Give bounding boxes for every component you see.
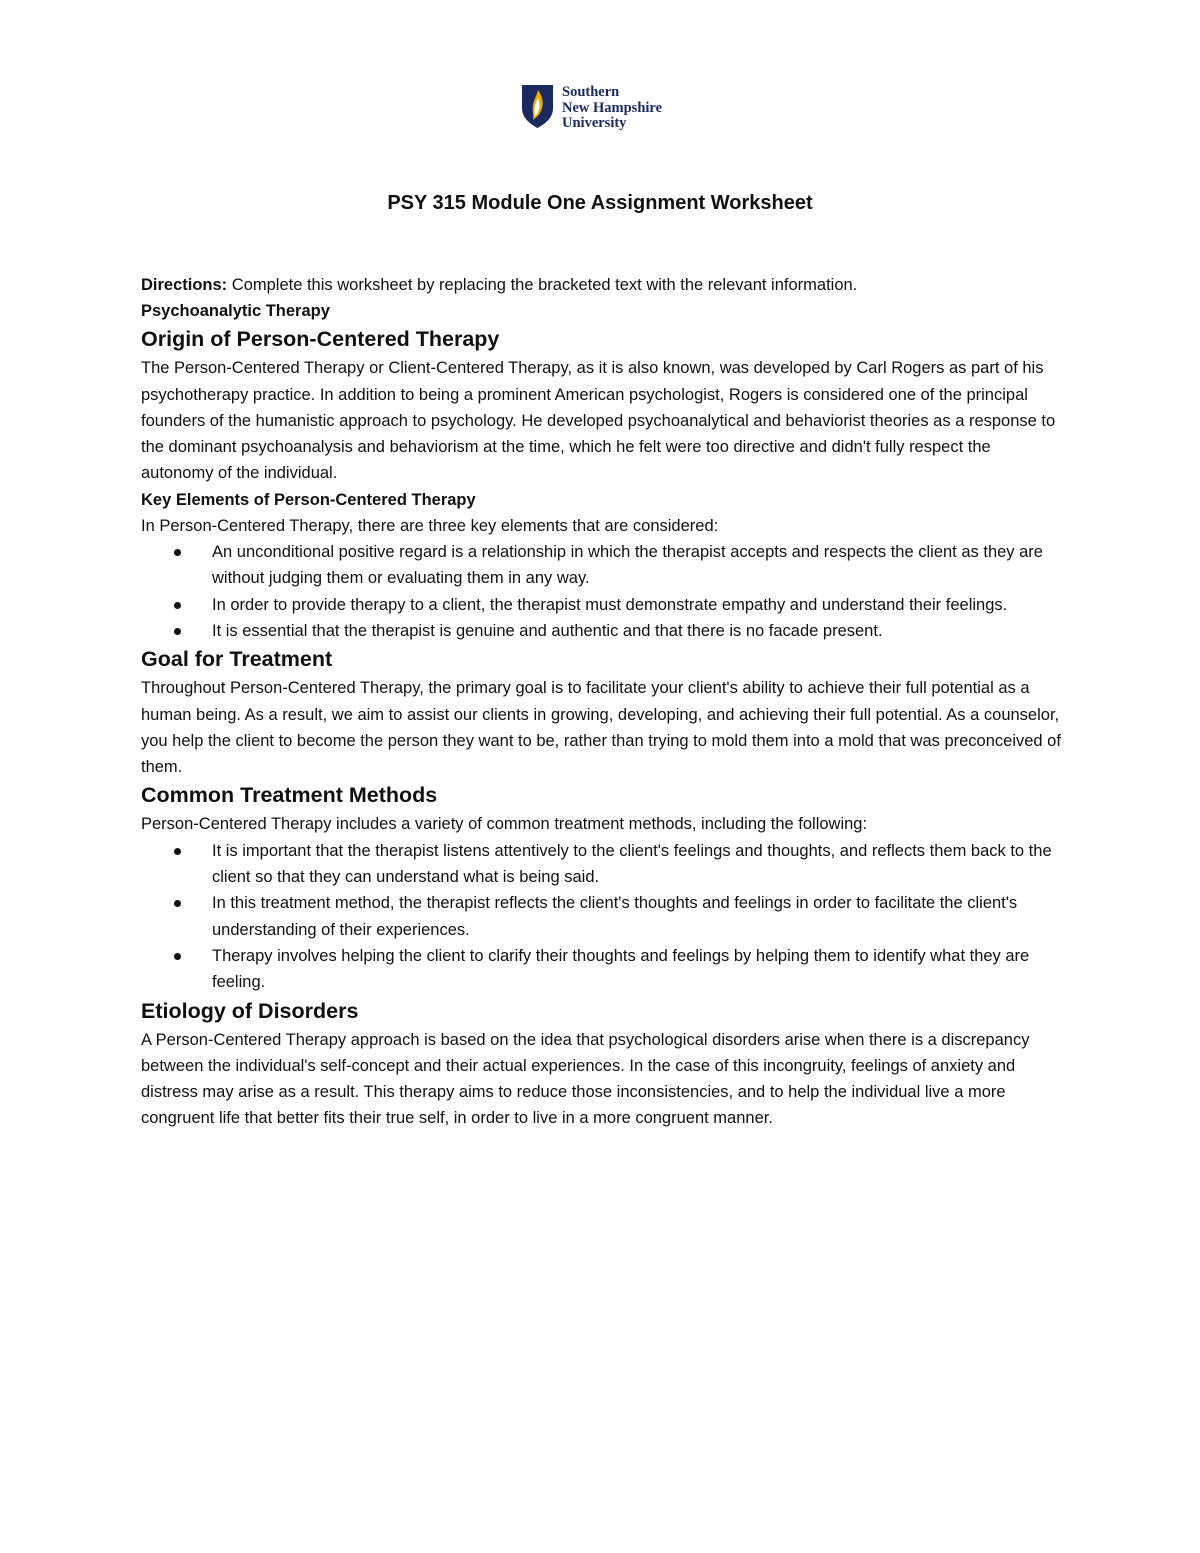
key-elements-intro: In Person-Centered Therapy, there are three key elements that are considered: — [141, 516, 719, 535]
list-item — [212, 592, 1066, 618]
etiology-paragraph: A Person-Centered Therapy approach is based on the idea that psychological disorders arise when there is a discrepancy between the individual's self-concept and their actual experiences. In the case of this incongruity, feelings of anxiety and distress may arise as a result. This therapy aims to reduce those inconsistencies, and to help the individual live a more congruent life that better fits their true self, in order to live in a more congruent manner. — [141, 1030, 1030, 1128]
goal-heading: Goal for Treatment — [141, 647, 333, 672]
list-item-text: An unconditional positive regard is a relationship in which the therapist accepts and respects the client as they are without judging them or evaluating them in any way. — [212, 543, 1043, 588]
methods-intro: Person-Centered Therapy includes a variety of common treatment methods, including the following: — [141, 815, 868, 834]
methods-list — [141, 838, 1066, 996]
therapy-label: Psychoanalytic Therapy — [141, 302, 330, 321]
goal-paragraph: Throughout Person-Centered Therapy, the primary goal is to facilitate your client's ability to achieve their full potential as a human being. As a result, we aim to assist our clients in growing, developing, and achieving their full potential. As a counselor, you help the client to become the person they want to be, rather than trying to mold them into a mold that was preconceived of them. — [141, 679, 1061, 777]
bullet-icon — [174, 900, 181, 907]
list-item — [212, 838, 1066, 891]
list-item-text: In this treatment method, the therapist reflects the client's thoughts and feelings in order to facilitate the client's understanding of their experiences. — [212, 894, 1018, 939]
bullet-icon — [174, 549, 181, 556]
logo-line-2: New Hampshire — [562, 99, 663, 116]
origin-paragraph: The Person-Centered Therapy or Client-Centered Therapy, as it is also known, was developed by Carl Rogers as part of his psychotherapy practice. In addition to being a prominent American psychologist, Rogers is considered one of the principal founders of the humanistic approach to psychology. He developed psychoanalytical and behaviorist theories as a response to the dominant psychoanalysis and behaviorism at the time, which he felt were too directive and didn't fully respect the autonomy of the individual. — [141, 359, 1056, 483]
page-title: PSY 315 Module One Assignment Worksheet — [387, 192, 813, 214]
shield-flame-icon — [521, 84, 554, 129]
list-item-text: In order to provide therapy to a client, the therapist must demonstrate empathy and understand their feelings. — [212, 595, 1008, 614]
logo-line-1: Southern — [562, 84, 620, 100]
university-logo — [521, 84, 662, 132]
list-item-text: It is important that the therapist listens attentively to the client's feelings and thoughts, and reflects them back to the client so that they can understand what is being said. — [212, 841, 1052, 887]
list-item-text: It is essential that the therapist is genuine and authentic and that there is no facade present. — [212, 621, 883, 640]
worksheet-body — [141, 272, 1066, 1132]
key-elements-heading: Key Elements of Person-Centered Therapy — [141, 490, 476, 509]
list-item — [212, 890, 1066, 943]
list-item — [212, 618, 1066, 644]
list-item-text: Therapy involves helping the client to clarify their thoughts and feelings by helping them to identify what they are feeling. — [212, 946, 1030, 992]
list-item — [212, 943, 1066, 996]
logo-wordmark — [562, 85, 662, 132]
bullet-icon — [174, 848, 181, 855]
list-item — [212, 539, 1066, 592]
directions-label: Directions: — [141, 276, 228, 294]
origin-heading: Origin of Person-Centered Therapy — [141, 327, 500, 352]
directions — [141, 272, 1066, 298]
directions-text: Complete this worksheet by replacing the bracketed text with the relevant information. — [227, 276, 858, 294]
bullet-icon — [174, 602, 181, 609]
bullet-icon — [174, 628, 181, 635]
etiology-heading: Etiology of Disorders — [141, 998, 359, 1023]
methods-heading: Common Treatment Methods — [141, 783, 438, 808]
key-elements-list — [141, 539, 1066, 644]
bullet-icon — [174, 953, 181, 960]
logo-line-3: University — [562, 115, 627, 131]
